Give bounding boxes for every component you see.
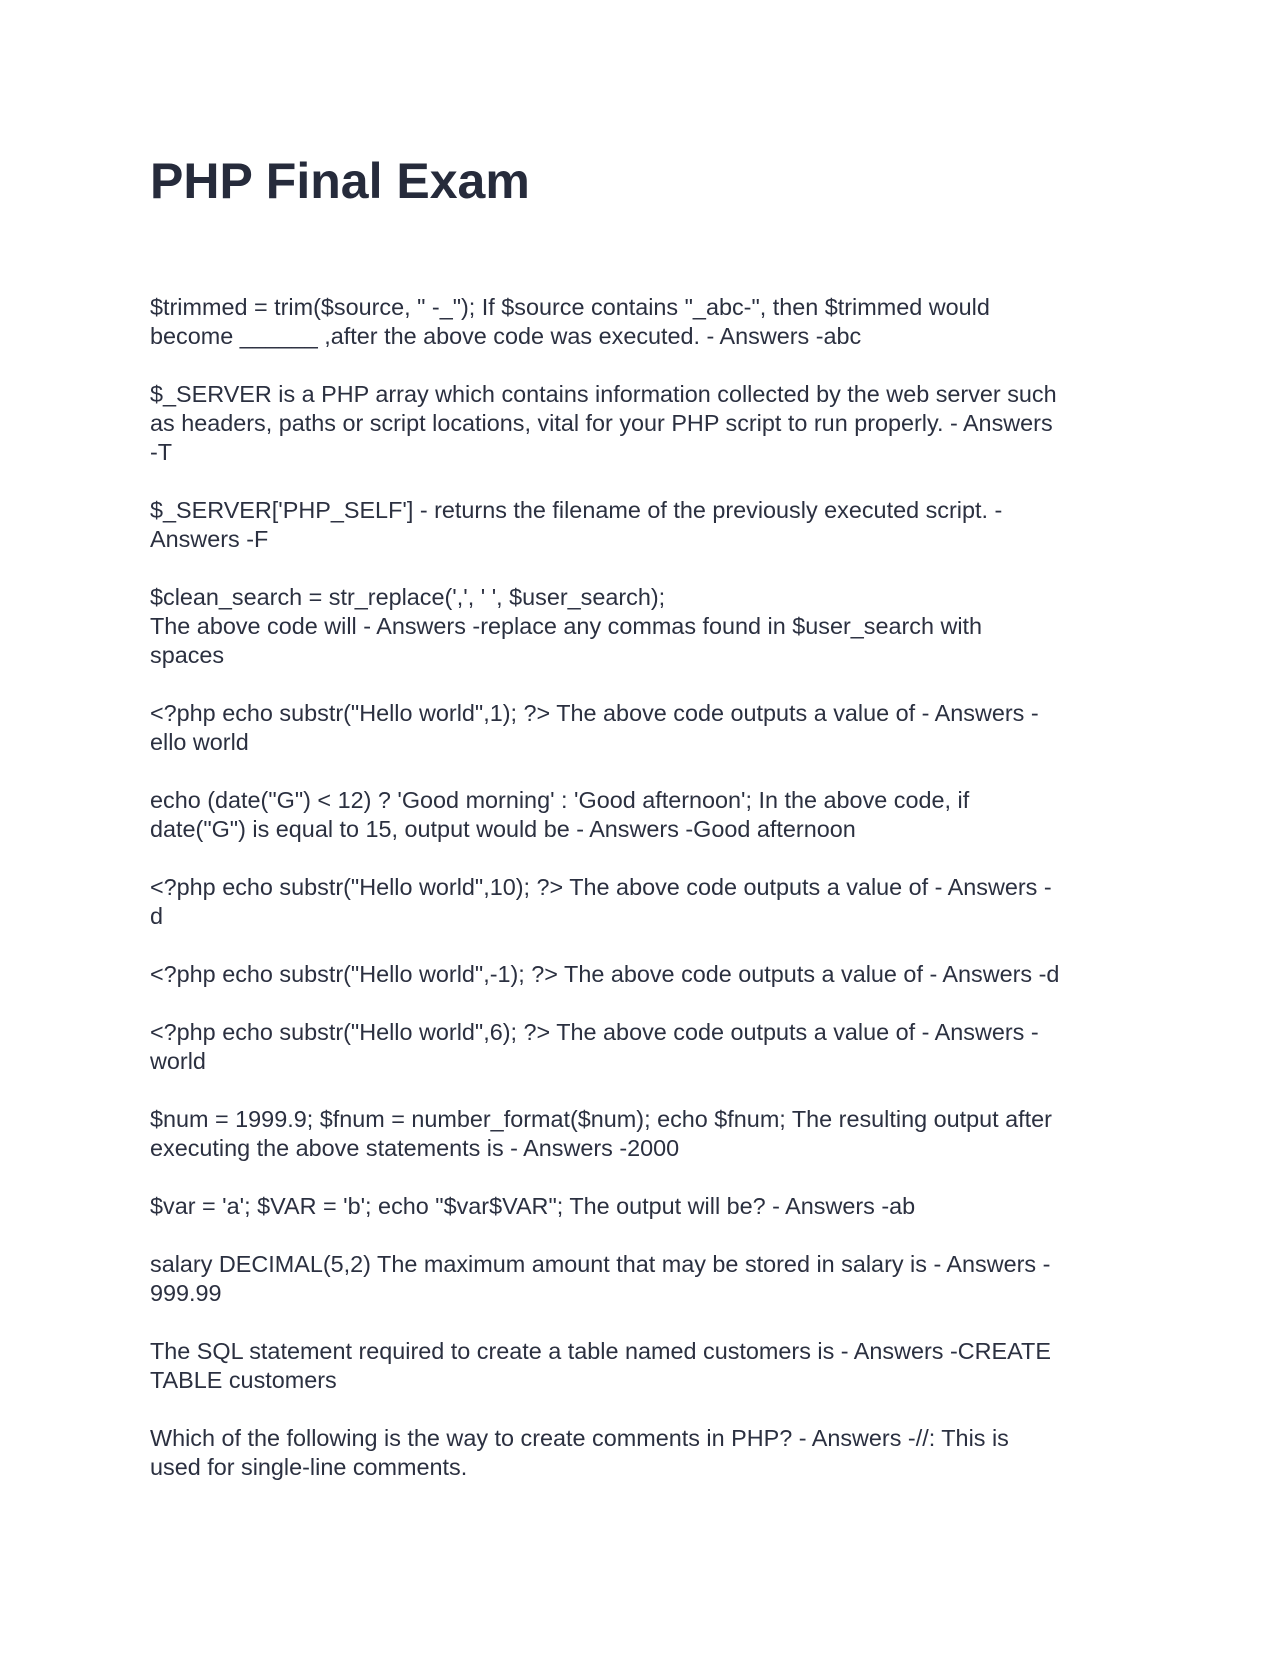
question-list — [150, 293, 1130, 1511]
qa-item: Which of the following is the way to create comments in PHP? - Answers -//: This is used for single-line comments. — [150, 1425, 1009, 1480]
qa-item: $_SERVER is a PHP array which contains information collected by the web server such as headers, paths or script locations, vital for your PHP script to run properly. - Answers -T — [150, 381, 1057, 465]
qa-item: <?php echo substr("Hello world",10); ?> The above code outputs a value of - Answers - d — [150, 874, 1052, 929]
qa-item: salary DECIMAL(5,2) The maximum amount that may be stored in salary is - Answers - 999.99 — [150, 1251, 1051, 1306]
page-title: PHP Final Exam — [150, 153, 530, 209]
qa-item: The SQL statement required to create a table named customers is - Answers -CREATE TABLE customers — [150, 1338, 1051, 1393]
qa-item: <?php echo substr("Hello world",-1); ?> The above code outputs a value of - Answers -d — [150, 961, 1060, 987]
qa-item: <?php echo substr("Hello world",6); ?> The above code outputs a value of - Answers - world — [150, 1019, 1039, 1074]
qa-item: $var = 'a'; $VAR = 'b'; echo "$var$VAR"; The output will be? - Answers -ab — [150, 1193, 916, 1219]
qa-item: $num = 1999.9; $fnum = number_format($num); echo $fnum; The resulting output after executing the above statements is - Answers -2000 — [150, 1106, 1052, 1161]
qa-item: <?php echo substr("Hello world",1); ?> The above code outputs a value of - Answers - ello world — [150, 700, 1039, 755]
qa-item: $_SERVER['PHP_SELF'] - returns the filename of the previously executed script. - Answers -F — [150, 497, 1003, 552]
qa-item: $clean_search = str_replace(',', ' ', $user_search); The above code will - Answers -replace any commas found in $user_search with spaces — [150, 584, 983, 668]
qa-item: echo (date("G") < 12) ? 'Good morning' : 'Good afternoon'; In the above code, if date("G") is equal to 15, output would be - Answers -Good afternoon — [150, 787, 970, 842]
qa-item: $trimmed = trim($source, " -_"); If $source contains "_abc-", then $trimmed would become ______ ,after the above code was executed. - Answers -abc — [150, 294, 990, 349]
